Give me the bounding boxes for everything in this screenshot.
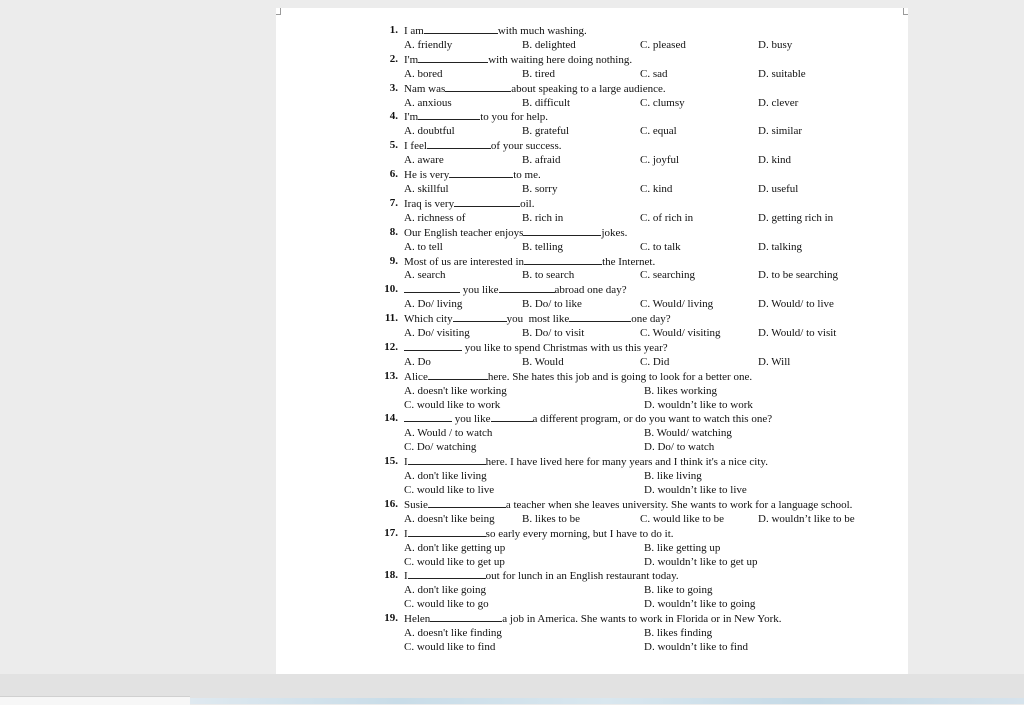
answer-option: A. don't like living bbox=[404, 470, 487, 483]
question-text bbox=[404, 527, 674, 542]
stem-part: one day? bbox=[631, 313, 671, 326]
answer-blank bbox=[418, 53, 488, 63]
answer-option: D. clever bbox=[758, 96, 799, 109]
options-row bbox=[366, 470, 906, 484]
answer-option: B. sorry bbox=[522, 182, 558, 195]
answer-option: B. Would/ watching bbox=[644, 427, 732, 440]
question-stem bbox=[366, 168, 906, 183]
answer-blank bbox=[523, 226, 601, 236]
question-number: 17. bbox=[384, 526, 398, 539]
bottom-thumbnail-strip bbox=[190, 698, 1024, 704]
stem-part: Most of us are interested in bbox=[404, 255, 525, 268]
answer-option: B. rich in bbox=[522, 211, 564, 224]
page-corner-mark-right bbox=[903, 8, 908, 15]
answer-option: A. don't like getting up bbox=[404, 541, 506, 554]
question-item bbox=[366, 370, 906, 413]
question-item bbox=[366, 139, 906, 168]
options-row bbox=[366, 327, 906, 341]
answer-option: A. richness of bbox=[404, 211, 466, 224]
question-number: 18. bbox=[384, 569, 398, 582]
question-stem bbox=[366, 283, 906, 298]
answer-option: A. to tell bbox=[404, 240, 443, 253]
answer-blank bbox=[427, 139, 491, 149]
question-text bbox=[404, 312, 671, 327]
stem-part: here. I have lived here for many years and I think it's a nice city. bbox=[485, 456, 768, 469]
answer-option: A. search bbox=[404, 269, 446, 282]
options-row bbox=[366, 542, 906, 556]
stem-part: about speaking to a large audience. bbox=[511, 82, 666, 95]
options-row bbox=[366, 356, 906, 370]
question-stem bbox=[366, 255, 906, 270]
answer-option: D. wouldn’t like to get up bbox=[644, 555, 758, 568]
stem-part: you like to spend Christmas with us this year? bbox=[462, 341, 668, 354]
answer-option: A. anxious bbox=[404, 96, 452, 109]
answer-option: C. to talk bbox=[640, 240, 681, 253]
answer-blank bbox=[499, 283, 555, 293]
answer-option: A. doesn't like being bbox=[404, 512, 495, 525]
question-number: 1. bbox=[389, 24, 398, 36]
question-stem bbox=[366, 341, 906, 356]
question-stem bbox=[366, 569, 906, 584]
stem-part: Which city bbox=[404, 313, 453, 326]
options-row bbox=[366, 427, 906, 441]
answer-option: D. useful bbox=[758, 182, 799, 195]
options-row bbox=[366, 183, 906, 197]
question-text bbox=[404, 569, 679, 584]
answer-option: C. would like to work bbox=[404, 398, 501, 411]
question-number: 2. bbox=[389, 52, 398, 65]
options-row bbox=[366, 385, 906, 399]
question-text bbox=[404, 53, 632, 68]
answer-option: D. suitable bbox=[758, 67, 806, 80]
question-item bbox=[366, 612, 906, 655]
options-row bbox=[366, 484, 906, 498]
question-stem bbox=[366, 53, 906, 68]
answer-option: B. delighted bbox=[522, 38, 576, 51]
question-item bbox=[366, 527, 906, 570]
question-number: 3. bbox=[389, 81, 398, 94]
answer-option: C. kind bbox=[640, 182, 673, 195]
question-item bbox=[366, 498, 906, 527]
answer-option: C. Would/ visiting bbox=[640, 327, 721, 340]
answer-blank bbox=[418, 110, 480, 120]
answer-option: D. getting rich in bbox=[758, 211, 834, 224]
answer-option: C. Do/ watching bbox=[404, 441, 477, 454]
question-item bbox=[366, 569, 906, 612]
question-stem bbox=[366, 82, 906, 97]
stem-part: here. She hates this job and is going to look for a better one. bbox=[487, 370, 753, 383]
answer-option: A. friendly bbox=[404, 38, 453, 51]
question-number: 7. bbox=[389, 196, 398, 209]
question-stem bbox=[366, 139, 906, 154]
stem-part: to you for help. bbox=[480, 111, 549, 124]
question-item bbox=[366, 455, 906, 498]
stem-part: Our English teacher enjoys bbox=[404, 226, 524, 239]
question-text bbox=[404, 197, 534, 212]
question-item bbox=[366, 82, 906, 111]
question-text bbox=[404, 370, 752, 385]
question-item bbox=[366, 110, 906, 139]
stem-part: a job in America. She wants to work in Florida or in New York. bbox=[502, 613, 782, 626]
options-row bbox=[366, 154, 906, 168]
answer-option: D. wouldn’t like to be bbox=[758, 512, 855, 525]
options-row bbox=[366, 97, 906, 111]
question-item bbox=[366, 341, 906, 370]
stem-part: jokes. bbox=[601, 226, 628, 239]
stem-part: Alice bbox=[404, 370, 428, 383]
answer-blank bbox=[428, 498, 506, 508]
answer-option: C. pleased bbox=[640, 38, 686, 51]
question-text bbox=[404, 455, 768, 470]
answer-option: C. clumsy bbox=[640, 96, 685, 109]
answer-blank bbox=[424, 24, 498, 34]
answer-option: D. wouldn’t like to live bbox=[644, 484, 747, 496]
answer-option: B. Do/ to like bbox=[522, 298, 582, 311]
answer-option: D. wouldn’t like to work bbox=[644, 398, 753, 411]
question-number: 14. bbox=[384, 412, 398, 425]
answer-option: B. like getting up bbox=[644, 541, 721, 554]
question-number: 11. bbox=[384, 312, 398, 325]
options-row bbox=[366, 298, 906, 312]
answer-blank bbox=[491, 412, 533, 422]
question-number: 6. bbox=[389, 168, 398, 181]
question-text bbox=[404, 412, 772, 427]
answer-option: A. don't like going bbox=[404, 584, 487, 597]
question-stem bbox=[366, 312, 906, 327]
answer-option: A. doesn't like finding bbox=[404, 627, 502, 640]
answer-blank bbox=[408, 527, 486, 537]
answer-option: C. Would/ living bbox=[640, 298, 714, 311]
options-row bbox=[366, 641, 906, 655]
answer-blank bbox=[454, 197, 520, 207]
stem-part: Helen bbox=[404, 613, 431, 626]
answer-blank bbox=[524, 255, 602, 265]
question-item bbox=[366, 255, 906, 284]
stem-part: abroad one day? bbox=[554, 284, 627, 297]
answer-option: B. likes working bbox=[644, 384, 718, 397]
question-stem bbox=[366, 197, 906, 212]
stem-part: out for lunch in an English restaurant today. bbox=[485, 570, 679, 583]
stem-part: I'm bbox=[404, 53, 419, 66]
question-stem bbox=[366, 226, 906, 241]
question-text bbox=[404, 139, 561, 154]
answer-option: D. wouldn’t like to find bbox=[644, 640, 748, 653]
stem-part: with much washing. bbox=[497, 25, 587, 37]
answer-blank bbox=[449, 168, 513, 178]
stem-part: to me. bbox=[513, 169, 541, 182]
answer-option: D. talking bbox=[758, 240, 802, 253]
question-number: 4. bbox=[389, 110, 398, 123]
page-corner-mark-left bbox=[276, 8, 281, 15]
question-text bbox=[404, 82, 666, 97]
stem-part: so early every morning, but I have to do it. bbox=[485, 527, 674, 540]
answer-option: C. would like to get up bbox=[404, 555, 505, 568]
question-list bbox=[366, 24, 906, 655]
stem-part: the Internet. bbox=[602, 255, 656, 268]
options-row bbox=[366, 39, 906, 53]
answer-option: B. to search bbox=[522, 269, 575, 282]
answer-option: B. Would bbox=[522, 355, 564, 368]
answer-option: D. busy bbox=[758, 38, 793, 51]
question-text bbox=[404, 612, 782, 627]
question-item bbox=[366, 312, 906, 341]
answer-option: C. searching bbox=[640, 269, 695, 282]
question-number: 13. bbox=[384, 369, 398, 382]
question-number: 15. bbox=[384, 455, 398, 468]
question-stem bbox=[366, 370, 906, 385]
stem-part: with waiting here doing nothing. bbox=[488, 53, 633, 66]
question-number: 9. bbox=[389, 254, 398, 267]
answer-blank bbox=[445, 82, 511, 92]
answer-blank bbox=[408, 455, 486, 465]
question-item bbox=[366, 283, 906, 312]
answer-option: B. Do/ to visit bbox=[522, 327, 585, 340]
answer-option: C. Did bbox=[640, 355, 670, 368]
answer-blank bbox=[404, 412, 452, 422]
answer-option: D. Would/ to visit bbox=[758, 327, 837, 340]
question-item bbox=[366, 197, 906, 226]
answer-option: B. difficult bbox=[522, 96, 571, 109]
answer-option: A. aware bbox=[404, 154, 444, 167]
question-text bbox=[404, 341, 668, 356]
answer-option: B. likes to be bbox=[522, 512, 581, 525]
answer-option: A. Do bbox=[404, 355, 431, 368]
options-row bbox=[366, 513, 906, 527]
answer-option: A. Do/ living bbox=[404, 298, 463, 311]
options-row bbox=[366, 584, 906, 598]
answer-option: C. would like to be bbox=[640, 512, 725, 525]
options-row bbox=[366, 598, 906, 612]
answer-option: C. would like to find bbox=[404, 640, 496, 653]
question-text bbox=[404, 226, 627, 241]
question-text bbox=[404, 255, 655, 270]
answer-blank bbox=[408, 569, 486, 579]
stem-part: a teacher when she leaves university. She wants to work for a language school. bbox=[505, 498, 853, 511]
answer-option: D. similar bbox=[758, 125, 802, 138]
question-item bbox=[366, 24, 906, 53]
answer-option: D. Would/ to live bbox=[758, 298, 834, 311]
answer-option: C. of rich in bbox=[640, 211, 694, 224]
stem-part: I bbox=[404, 456, 408, 469]
question-item bbox=[366, 226, 906, 255]
answer-blank bbox=[404, 341, 462, 351]
options-row bbox=[366, 241, 906, 255]
question-number: 5. bbox=[389, 139, 398, 152]
answer-option: B. telling bbox=[522, 240, 563, 253]
question-item bbox=[366, 412, 906, 455]
question-stem bbox=[366, 455, 906, 470]
answer-option: B. afraid bbox=[522, 154, 561, 167]
stem-part: I bbox=[404, 527, 408, 540]
stem-part: Susie bbox=[404, 498, 428, 511]
stem-part: you like bbox=[452, 413, 491, 426]
question-item bbox=[366, 168, 906, 197]
answer-option: A. skillful bbox=[404, 182, 449, 195]
answer-option: C. sad bbox=[640, 67, 668, 80]
question-text bbox=[404, 110, 548, 125]
question-number: 16. bbox=[384, 497, 398, 510]
question-item bbox=[366, 53, 906, 82]
answer-option: D. kind bbox=[758, 154, 791, 167]
stem-part: you most like bbox=[506, 313, 570, 326]
answer-option: A. bored bbox=[404, 67, 443, 80]
answer-option: B. likes finding bbox=[644, 627, 713, 640]
question-stem bbox=[366, 498, 906, 513]
options-row bbox=[366, 212, 906, 226]
question-stem bbox=[366, 110, 906, 125]
answer-option: B. grateful bbox=[522, 125, 570, 138]
answer-option: C. joyful bbox=[640, 154, 680, 167]
question-text bbox=[404, 283, 627, 298]
question-number: 10. bbox=[384, 283, 398, 296]
answer-option: C. would like to live bbox=[404, 484, 495, 496]
stem-part: I feel bbox=[404, 140, 427, 153]
answer-option: A. doesn't like working bbox=[404, 384, 507, 397]
answer-blank bbox=[404, 283, 460, 293]
answer-blank bbox=[569, 312, 631, 322]
stem-part: I bbox=[404, 570, 408, 583]
stem-part: I'm bbox=[404, 111, 419, 124]
options-row bbox=[366, 627, 906, 641]
answer-option: D. Do/ to watch bbox=[644, 441, 715, 454]
options-row bbox=[366, 441, 906, 455]
answer-option: B. like living bbox=[644, 470, 702, 483]
stem-part: Iraq is very bbox=[404, 197, 455, 210]
options-row bbox=[366, 125, 906, 139]
answer-blank bbox=[453, 312, 507, 322]
answer-option: B. like to going bbox=[644, 584, 713, 597]
stem-part: of your success. bbox=[490, 140, 562, 153]
answer-option: B. tired bbox=[522, 67, 555, 80]
answer-blank bbox=[428, 370, 488, 380]
answer-blank bbox=[430, 612, 502, 622]
answer-option: A. doubtful bbox=[404, 125, 455, 138]
question-stem bbox=[366, 24, 906, 39]
question-number: 12. bbox=[384, 340, 398, 353]
answer-option: D. Will bbox=[758, 355, 791, 368]
answer-option: C. would like to go bbox=[404, 598, 489, 611]
options-row bbox=[366, 556, 906, 570]
answer-option: A. Would / to watch bbox=[404, 427, 493, 440]
question-text bbox=[404, 24, 587, 39]
question-text bbox=[404, 498, 854, 513]
stem-part: He is very bbox=[404, 169, 450, 182]
answer-option: C. equal bbox=[640, 125, 677, 138]
options-row bbox=[366, 399, 906, 413]
answer-option: D. wouldn’t like to going bbox=[644, 598, 756, 611]
question-stem bbox=[366, 527, 906, 542]
stem-part: I am bbox=[404, 25, 424, 37]
answer-option: D. to be searching bbox=[758, 269, 839, 282]
stem-part: Nam was bbox=[404, 82, 446, 95]
document-page bbox=[276, 8, 908, 674]
options-row bbox=[366, 68, 906, 82]
stem-part: you like bbox=[460, 284, 499, 297]
question-number: 8. bbox=[389, 225, 398, 238]
answer-option: A. Do/ visiting bbox=[404, 327, 470, 340]
question-text bbox=[404, 168, 541, 183]
question-number: 19. bbox=[384, 612, 398, 625]
options-row bbox=[366, 269, 906, 283]
stem-part: a different program, or do you want to watch this one? bbox=[532, 413, 773, 426]
question-stem bbox=[366, 612, 906, 627]
stem-part: oil. bbox=[520, 197, 535, 210]
question-stem bbox=[366, 412, 906, 427]
